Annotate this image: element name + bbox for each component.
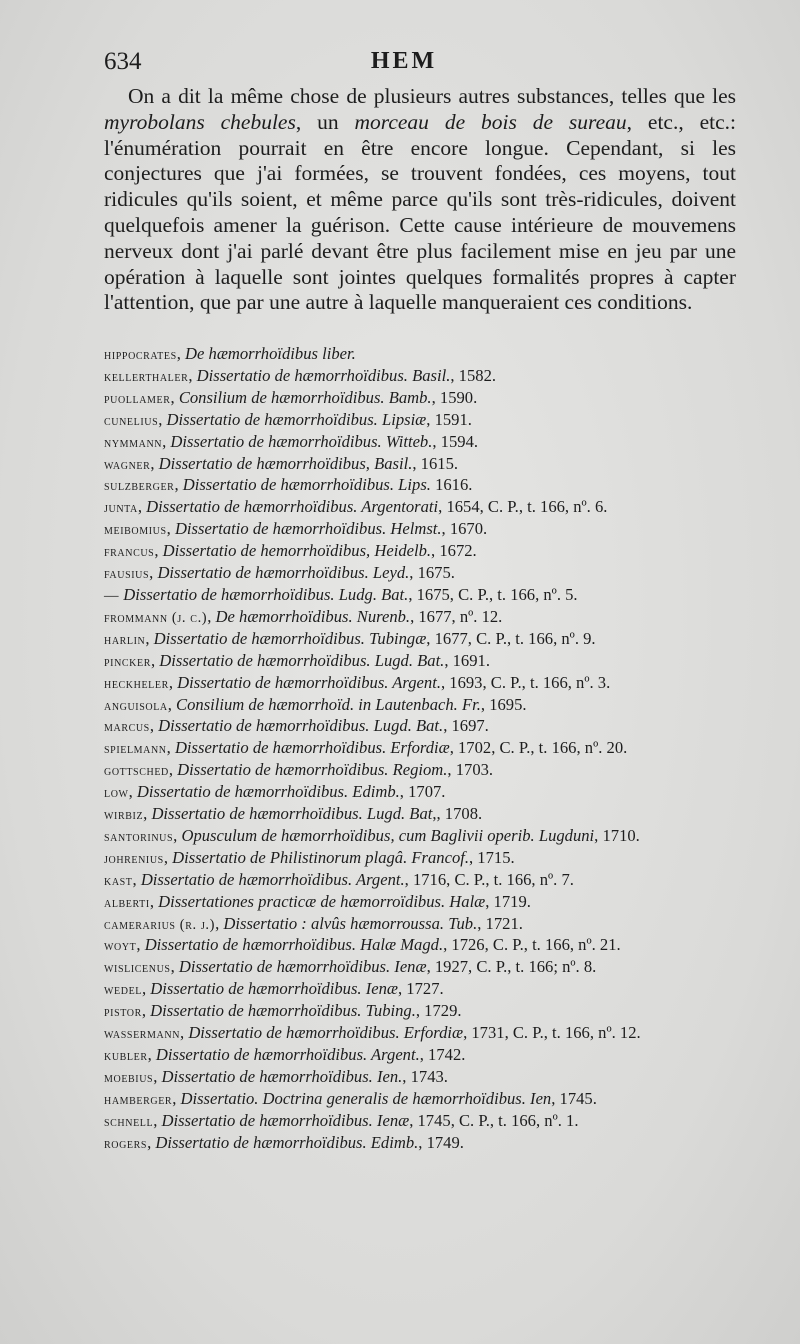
reference-separator: ,	[168, 672, 178, 692]
reference-entry	[104, 651, 738, 673]
reference-entry	[104, 892, 738, 914]
reference-author: kast	[104, 872, 133, 889]
reference-separator: ,	[153, 1066, 162, 1086]
reference-author: gottsched	[104, 763, 169, 780]
reference-separator: ,	[168, 760, 178, 780]
intro-paragraph	[104, 84, 736, 316]
reference-entry	[104, 716, 738, 738]
reference-author: schnell	[104, 1113, 154, 1130]
reference-separator: ,	[170, 957, 179, 977]
reference-author: alberti	[104, 894, 150, 911]
reference-publication: , 1749.	[418, 1132, 464, 1152]
reference-title: De hæmorrhoïdibus liber.	[185, 344, 356, 363]
reference-author: santorinus	[104, 828, 174, 845]
reference-author: low	[104, 785, 129, 802]
reference-author: marcus	[104, 719, 150, 736]
reference-author: wedel	[104, 982, 142, 999]
reference-separator: ,	[172, 1088, 181, 1108]
reference-entry	[104, 344, 738, 366]
reference-title: Dissertatio de hæmorrhoïdibus. Lugd. Bat.	[159, 650, 445, 670]
reference-separator: ,	[137, 497, 147, 517]
reference-publication: , 1695.	[480, 694, 527, 714]
reference-title: Dissertatio de hæmorrhoïdibus. Ienæ	[178, 957, 427, 977]
reference-publication: , 1702, C. P., t. 166, nº. 20.	[449, 738, 628, 758]
reference-publication: , 1670.	[441, 519, 488, 539]
reference-title: Dissertatio de hæmorrhoïdibus. Helmst.	[174, 519, 442, 539]
reference-entry	[104, 410, 738, 432]
reference-author: pincker	[104, 653, 151, 670]
reference-title: Dissertatio de hæmorrhoïdibus. Leyd.	[157, 563, 410, 583]
reference-publication: , 1742.	[419, 1045, 466, 1064]
reference-author: junta	[104, 500, 138, 517]
reference-entry	[104, 563, 738, 585]
reference-separator: ,	[173, 825, 182, 845]
reference-author: wirbiz	[104, 807, 144, 824]
reference-title: Dissertatio de hæmorrhoïdibus. Lipsiæ	[166, 409, 427, 429]
reference-title: Dissertatio de hæmorrhoïdibus. Argent.	[140, 869, 405, 889]
reference-entry	[104, 1067, 738, 1089]
reference-separator: ,	[145, 628, 154, 648]
reference-title: Dissertatio de hæmorrhoïdibus. Tubing.	[150, 1001, 416, 1021]
reference-entry	[104, 935, 738, 957]
reference-separator: ,	[215, 913, 224, 933]
reference-separator: ,	[149, 716, 159, 736]
reference-publication: , 1719.	[485, 891, 531, 911]
reference-entry	[104, 870, 738, 892]
reference-title: Dissertationes practicæ de hæmorroïdibus. Halæ	[158, 891, 486, 911]
reference-separator: ,	[166, 519, 175, 539]
reference-title: Dissertatio de hæmorrhoïdibus. Witteb.	[170, 431, 433, 451]
reference-entry	[104, 1001, 738, 1023]
reference-entry	[104, 388, 738, 410]
reference-entry	[104, 366, 738, 388]
reference-publication: , 1715.	[469, 847, 515, 867]
reference-entry	[104, 826, 738, 848]
reference-publication: , 1691.	[444, 650, 490, 670]
reference-title: Dissertatio de hæmorrhoïdibus. Regiom.	[177, 760, 448, 780]
reference-title: Consilium de hæmorrhoïdibus. Bamb.	[178, 387, 432, 407]
reference-publication: , 1726, C. P., t. 166, nº. 21.	[443, 935, 621, 955]
reference-separator: ,	[207, 606, 216, 626]
reference-entry	[104, 1111, 738, 1133]
reference-title: Dissertatio de Philistinorum plagâ. Francof.	[172, 847, 469, 867]
reference-title: Consilium de hæmorrhoïd. in Lautenbach. Fr.	[176, 694, 481, 714]
reference-entry	[104, 760, 738, 782]
reference-author: hamberger	[104, 1091, 173, 1108]
reference-publication: , 1594.	[432, 431, 479, 451]
reference-entry	[104, 432, 738, 454]
reference-entry	[104, 914, 738, 936]
reference-author: woyt	[104, 938, 137, 955]
reference-publication: , 1727.	[398, 979, 444, 999]
intro-text-1: On a dit la même chose de plusieurs autres substances, telles que les	[128, 84, 736, 108]
reference-separator: ,	[143, 804, 152, 824]
reference-separator: ,	[150, 650, 160, 670]
reference-list	[104, 344, 738, 1155]
reference-author: nymmann	[104, 434, 163, 451]
reference-separator: ,	[162, 431, 171, 451]
reference-title: Dissertatio de hæmorrhoïdibus. Argentorati	[146, 497, 439, 517]
reference-separator: ,	[141, 1001, 151, 1021]
reference-author: pistor	[104, 1004, 142, 1021]
reference-title: Opusculum de hæmorrhoïdibus, cum Baglivii operib. Lugduni	[181, 825, 595, 845]
reference-publication: , 1672.	[431, 541, 477, 561]
reference-author: francus	[104, 544, 155, 561]
reference-separator: ,	[176, 344, 186, 363]
reference-author: sulzberger	[104, 478, 175, 495]
reference-publication: , 1927, C. P., t. 166; nº. 8.	[426, 957, 597, 977]
reference-title: Dissertatio de hæmorrhoïdibus. Erfordiæ	[174, 738, 450, 758]
reference-author: wassermann	[104, 1026, 181, 1043]
reference-entry	[104, 1133, 738, 1155]
reference-entry	[104, 957, 738, 979]
reference-separator: ,	[163, 847, 173, 867]
reference-title: Dissertatio de hæmorrhoïdibus. Lugd. Bat.	[158, 716, 444, 736]
reference-separator: ,	[147, 1045, 156, 1064]
reference-separator: ,	[149, 563, 158, 583]
reference-separator: ,	[136, 935, 145, 955]
reference-separator: ,	[180, 1023, 189, 1043]
reference-publication: , 1710.	[594, 825, 640, 845]
reference-separator: ,	[158, 409, 167, 429]
reference-entry	[104, 607, 738, 629]
reference-publication: , 1743.	[402, 1066, 448, 1086]
reference-title: Dissertatio. Doctrina generalis de hæmorrhoïdibus. Ien	[180, 1088, 552, 1108]
reference-separator: ,	[166, 738, 175, 758]
reference-separator: ,	[188, 365, 197, 385]
reference-title: Dissertatio de hæmorrhoïdibus. Erfordiæ	[188, 1023, 464, 1043]
reference-separator: ,	[128, 782, 137, 802]
reference-publication: , 1745.	[551, 1088, 597, 1108]
reference-title: Dissertatio de hæmorrhoïdibus. Lugd. Bat	[151, 804, 433, 824]
intro-italic-2: morceau de bois de sureau	[354, 109, 627, 134]
reference-author: spielmann	[104, 741, 167, 758]
reference-title: Dissertatio de hemorrhoïdibus, Heidelb.	[162, 541, 432, 561]
reference-publication: , 1729.	[415, 1001, 462, 1021]
intro-italic-1: myrobolans chebules	[104, 109, 296, 134]
reference-title: Dissertatio de hæmorrhoïdibus. Tubingæ	[153, 628, 427, 648]
reference-entry	[104, 979, 738, 1001]
reference-separator: ,	[153, 1110, 162, 1130]
reference-title: Dissertatio de hæmorrhoïdibus. Ienæ	[150, 979, 398, 999]
reference-separator: ,	[147, 1132, 156, 1152]
page-number: 634	[104, 48, 142, 75]
reference-title: De hæmorrhoïdibus. Nurenb.	[215, 606, 411, 626]
running-head: HEM	[370, 48, 438, 74]
reference-title: Dissertatio de hæmorrhoïdibus. Ien.	[161, 1066, 403, 1086]
reference-separator: ,	[132, 869, 141, 889]
reference-author: moebius	[104, 1069, 154, 1086]
reference-entry	[104, 585, 738, 607]
reference-entry	[104, 519, 738, 541]
reference-publication: , 1582.	[450, 365, 497, 385]
reference-author: hippocrates	[104, 347, 177, 363]
reference-publication: , 1675.	[409, 563, 455, 583]
reference-title: Dissertatio de hæmorrhoïdibus. Lips.	[182, 475, 431, 495]
reference-author: wagner	[104, 456, 151, 473]
reference-publication: , 1745, C. P., t. 166, nº. 1.	[409, 1110, 579, 1130]
reference-author: harlin	[104, 631, 146, 648]
reference-publication: , 1675, C. P., t. 166, nº. 5.	[408, 584, 578, 604]
reference-publication: , 1590.	[431, 387, 478, 407]
reference-title: Dissertatio de hæmorrhoïdibus. Ludg. Bat.	[123, 584, 409, 604]
reference-author: wislicenus	[104, 960, 171, 977]
reference-author: kubler	[104, 1048, 148, 1064]
reference-entry	[104, 454, 738, 476]
reference-author: rogers	[104, 1135, 148, 1152]
reference-separator: ,	[154, 541, 163, 561]
reference-title: Dissertatio de hæmorrhoïdibus. Edimb.	[136, 782, 400, 802]
reference-entry	[104, 848, 738, 870]
reference-entry	[104, 1045, 738, 1067]
reference-publication: , 1707.	[399, 782, 446, 802]
reference-publication: , 1654, C. P., t. 166, nº. 6.	[438, 497, 608, 517]
intro-text-3: , etc., etc.: l'énumération pourrait en être encore longue. Cependant, si les conjectures que j'ai formées, se trouvent fondées, ces moyens, tout ridicules qu'ils soient, et même parce qu'ils sont très-ridicules, doivent quelquefois amener la guérison. Cette cause intérieure de mouvemens nerveux dont j'ai parlé devant être plus facilement mise en jeu par une opération à laquelle sont jointes quelques formalités propres à capter l'attention, que par une autre à laquelle manqueraient ces conditions.	[104, 109, 737, 315]
reference-title: Dissertatio de hæmorrhoïdibus. Argent.	[177, 672, 441, 692]
reference-title: Dissertatio de hæmorrhoïdibus. Halæ Magd.	[144, 935, 444, 955]
reference-publication: , 1693, C. P., t. 166, nº. 3.	[440, 672, 611, 692]
reference-separator: ,	[149, 891, 159, 911]
reference-entry	[104, 695, 738, 717]
reference-separator: ,	[170, 387, 179, 407]
reference-separator: ,	[150, 453, 159, 473]
reference-entry	[104, 541, 738, 563]
reference-author: meibomius	[104, 522, 167, 539]
reference-separator: ,	[167, 694, 177, 714]
reference-author: anguisola	[104, 697, 168, 714]
reference-author: johrenius	[104, 850, 164, 867]
reference-entry	[104, 629, 738, 651]
reference-author: fausius	[104, 566, 150, 583]
reference-entry	[104, 782, 738, 804]
intro-text-2: , un	[295, 109, 355, 134]
reference-publication: , 1731, C. P., t. 166, nº. 12.	[463, 1023, 641, 1043]
reference-title: Dissertatio de hæmorrhoïdibus, Basil.	[158, 453, 413, 473]
reference-publication: , 1716, C. P., t. 166, nº. 7.	[404, 869, 574, 889]
reference-publication: , 1591.	[426, 409, 472, 429]
reference-publication: 1616.	[430, 475, 473, 495]
reference-title: Dissertatio de hæmorrhoïdibus. Edimb.	[155, 1132, 419, 1152]
reference-author: puollamer	[104, 390, 171, 407]
page-header	[104, 48, 704, 80]
reference-entry	[104, 497, 738, 519]
reference-entry	[104, 1023, 738, 1045]
reference-publication: , 1677, nº. 12.	[410, 606, 503, 626]
reference-entry	[104, 738, 738, 760]
reference-publication: ,, 1708.	[432, 804, 483, 824]
reference-entry	[104, 673, 738, 695]
reference-publication: , 1615.	[412, 453, 459, 473]
reference-separator: ,	[142, 979, 151, 999]
reference-author: frommann (j. c.)	[104, 609, 208, 626]
reference-title: Dissertatio : alvûs hæmorroussa. Tub.	[223, 913, 478, 933]
reference-author: camerarius (r. j.)	[104, 916, 216, 933]
reference-entry	[104, 804, 738, 826]
reference-separator: ,	[174, 475, 183, 495]
reference-entry	[104, 1089, 738, 1111]
reference-author: —	[104, 587, 120, 604]
reference-entry	[104, 475, 738, 497]
reference-author: cunelius	[104, 412, 159, 429]
reference-publication: , 1721.	[477, 913, 523, 933]
reference-title: Dissertatio de hæmorrhoïdibus. Basil.	[196, 365, 451, 385]
reference-author: kellerthaler	[104, 368, 189, 385]
reference-publication: , 1697.	[443, 716, 489, 736]
reference-title: Dissertatio de hæmorrhoïdibus. Ienæ	[161, 1110, 410, 1130]
reference-author: heckheler	[104, 675, 169, 692]
reference-publication: , 1677, C. P., t. 166, nº. 9.	[426, 628, 596, 648]
reference-publication: , 1703.	[447, 760, 494, 780]
reference-title: Dissertatio de hæmorrhoïdibus. Argent.	[155, 1045, 420, 1064]
